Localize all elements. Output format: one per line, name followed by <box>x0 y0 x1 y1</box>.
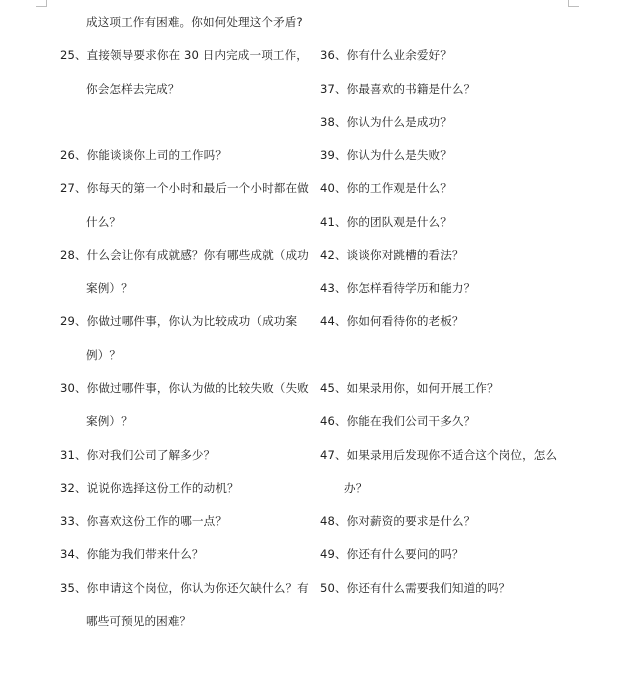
question-42 <box>320 247 464 263</box>
question-40 <box>320 180 452 196</box>
question-number: 36、 <box>320 48 347 62</box>
top-continuation-text: 成这项工作有困难。你如何处理这个矛盾? <box>86 15 303 29</box>
question-text: 直接领导要求你在 30 日内完成一项工作， <box>86 48 308 62</box>
question-41 <box>320 214 452 230</box>
question-30 <box>60 380 309 396</box>
question-text: 说说你选择这份工作的动机？ <box>86 481 239 495</box>
question-text: 你的工作观是什么？ <box>346 181 452 195</box>
question-number: 49、 <box>320 547 347 561</box>
question-text: 你申请这个岗位，你认为你还欠缺什么？有 <box>86 581 309 595</box>
question-number: 43、 <box>320 281 347 295</box>
question-47 <box>320 447 557 463</box>
question-number: 27、 <box>60 181 87 195</box>
question-38 <box>320 114 452 130</box>
question-text: 什么会让你有成就感？你有哪些成就（成功 <box>86 248 309 262</box>
question-30-cont: 案例）？ <box>86 414 133 428</box>
question-number: 25、 <box>60 48 87 62</box>
question-text: 你做过哪件事，你认为比较成功（成功案 <box>86 314 298 328</box>
question-number: 37、 <box>320 82 347 96</box>
question-number: 50、 <box>320 581 347 595</box>
question-number: 47、 <box>320 448 347 462</box>
question-number: 42、 <box>320 248 347 262</box>
question-number: 28、 <box>60 248 87 262</box>
question-text: 你还有什么要问的吗？ <box>346 547 464 561</box>
question-43 <box>320 280 475 296</box>
question-text: 你做过哪件事，你认为做的比较失败（失败 <box>86 381 309 395</box>
question-48 <box>320 513 475 529</box>
question-29 <box>60 313 297 329</box>
question-31 <box>60 447 215 463</box>
question-text: 你认为什么是失败？ <box>346 148 452 162</box>
question-text: 你每天的第一个小时和最后一个小时都在做 <box>86 181 309 195</box>
question-35 <box>60 580 309 596</box>
question-33 <box>60 513 227 529</box>
question-34 <box>60 546 204 562</box>
question-27 <box>60 180 309 196</box>
question-number: 48、 <box>320 514 347 528</box>
question-45 <box>320 380 499 396</box>
question-number: 29、 <box>60 314 87 328</box>
question-number: 45、 <box>320 381 347 395</box>
question-text: 你的团队观是什么？ <box>346 215 452 229</box>
question-25 <box>60 47 308 63</box>
question-text: 你能谈谈你上司的工作吗？ <box>86 148 227 162</box>
question-27-cont: 什么？ <box>86 215 122 229</box>
question-number: 33、 <box>60 514 87 528</box>
page-corner-mark-left <box>36 0 47 7</box>
question-number: 40、 <box>320 181 347 195</box>
question-text: 你喜欢这份工作的哪一点？ <box>86 514 227 528</box>
question-29-cont: 例）？ <box>86 348 122 362</box>
question-text: 如果录用你，如何开展工作？ <box>346 381 499 395</box>
question-number: 30、 <box>60 381 87 395</box>
question-number: 31、 <box>60 448 87 462</box>
question-text: 你如何看待你的老板？ <box>346 314 464 328</box>
question-49 <box>320 546 464 562</box>
question-text: 你对我们公司了解多少？ <box>86 448 216 462</box>
question-37 <box>320 81 475 97</box>
question-26 <box>60 147 227 163</box>
question-47-cont: 办？ <box>344 481 368 495</box>
question-number: 38、 <box>320 115 347 129</box>
question-text: 你能在我们公司干多久？ <box>346 414 476 428</box>
question-number: 46、 <box>320 414 347 428</box>
question-32 <box>60 480 239 496</box>
question-50 <box>320 580 510 596</box>
question-text: 你能为我们带来什么？ <box>86 547 204 561</box>
question-28 <box>60 247 309 263</box>
question-number: 41、 <box>320 215 347 229</box>
question-35-cont: 哪些可预见的困难？ <box>86 614 192 628</box>
question-number: 34、 <box>60 547 87 561</box>
question-text: 你认为什么是成功？ <box>346 115 452 129</box>
question-44 <box>320 313 464 329</box>
question-text: 你最喜欢的书籍是什么？ <box>346 82 476 96</box>
question-number: 39、 <box>320 148 347 162</box>
question-text: 谈谈你对跳槽的看法？ <box>346 248 464 262</box>
page-corner-mark-right <box>568 0 579 7</box>
question-46 <box>320 413 475 429</box>
question-number: 44、 <box>320 314 347 328</box>
question-39 <box>320 147 452 163</box>
question-36 <box>320 47 452 63</box>
question-text: 你还有什么需要我们知道的吗？ <box>346 581 511 595</box>
question-text: 你怎样看待学历和能力？ <box>346 281 476 295</box>
question-number: 32、 <box>60 481 87 495</box>
question-25-cont: 你会怎样去完成？ <box>86 82 180 96</box>
question-number: 26、 <box>60 148 87 162</box>
question-text: 如果录用后发现你不适合这个岗位，怎么 <box>346 448 558 462</box>
question-text: 你对薪资的要求是什么？ <box>346 514 476 528</box>
question-28-cont: 案例）？ <box>86 281 133 295</box>
question-number: 35、 <box>60 581 87 595</box>
question-text: 你有什么业余爱好？ <box>346 48 452 62</box>
